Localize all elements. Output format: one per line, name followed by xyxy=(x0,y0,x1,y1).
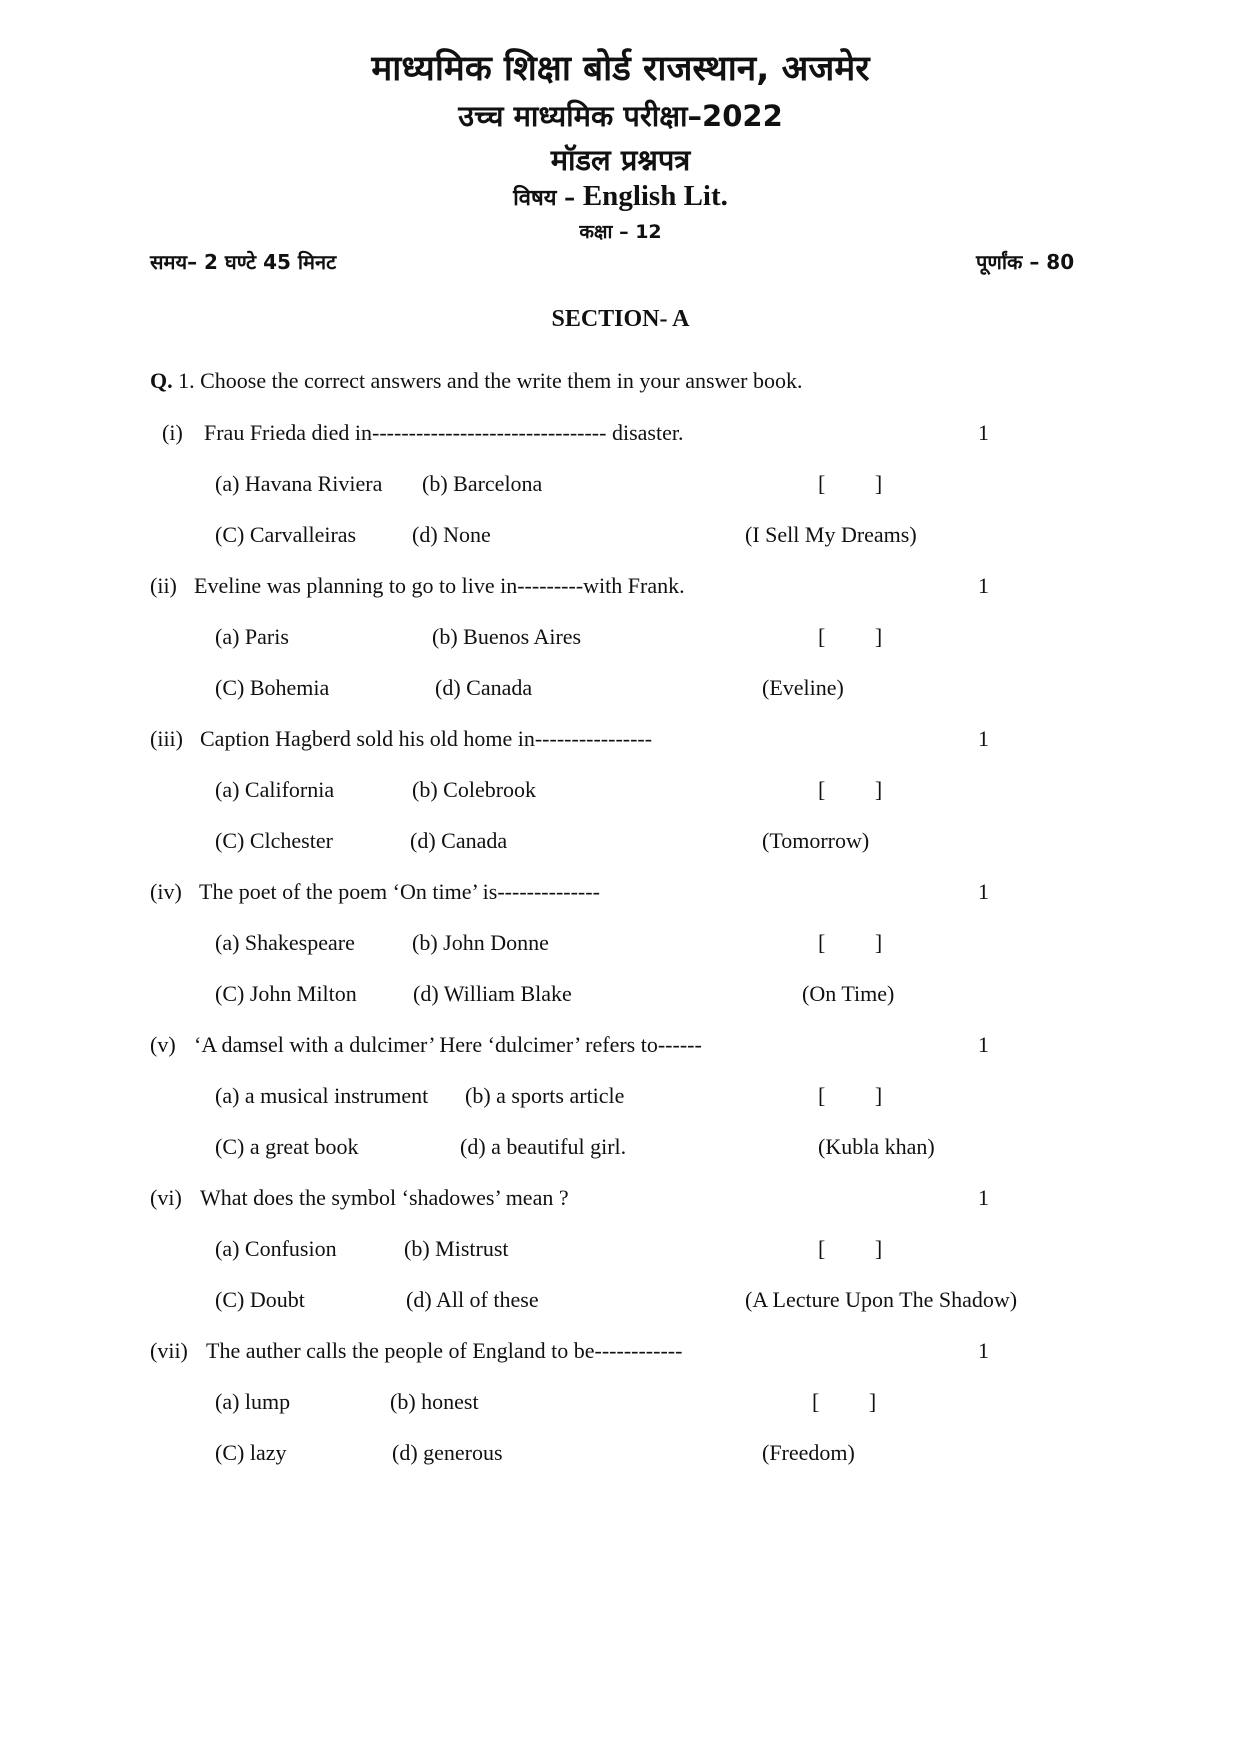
option-c: (C) Doubt xyxy=(215,1287,305,1312)
item-source: (Freedom) xyxy=(762,1440,855,1465)
item-question: What does the symbol ‘shadowes’ mean ? xyxy=(200,1185,569,1210)
instruction-text: 1. Choose the correct answers and the write them in your answer book. xyxy=(178,368,803,393)
option-c: (C) Bohemia xyxy=(215,675,330,700)
question-instruction xyxy=(150,368,803,394)
subject-line xyxy=(0,180,1241,213)
option-a: (a) Havana Riviera xyxy=(215,471,383,496)
option-d: (d) All of these xyxy=(406,1287,539,1312)
option-a: (a) lump xyxy=(215,1389,291,1414)
option-a: (a) a musical instrument xyxy=(215,1083,429,1108)
item-source: (On Time) xyxy=(802,981,895,1006)
item-question: Caption Hagberd sold his old home in---------------- xyxy=(200,726,653,751)
item-mark: 1 xyxy=(978,1338,989,1363)
item-mark: 1 xyxy=(978,1185,989,1210)
item-question: The auther calls the people of England to be------------ xyxy=(206,1338,683,1363)
option-c: (C) lazy xyxy=(215,1440,287,1465)
paper-type: मॉडल प्रश्नपत्र xyxy=(550,143,691,177)
item-number: (vi) xyxy=(150,1185,182,1210)
item-number: (iii) xyxy=(150,726,183,751)
option-d: (d) a beautiful girl. xyxy=(460,1134,627,1159)
answer-bracket: [ ] xyxy=(818,1083,883,1108)
item-mark: 1 xyxy=(978,573,989,598)
item-source: (Kubla khan) xyxy=(818,1134,935,1159)
question-number: Q. xyxy=(150,368,173,393)
option-a: (a) Paris xyxy=(215,624,289,649)
option-a: (a) Shakespeare xyxy=(215,930,355,955)
item-mark: 1 xyxy=(978,879,989,904)
item-source: (Tomorrow) xyxy=(762,828,870,853)
option-b: (b) honest xyxy=(390,1389,479,1414)
item-question: Frau Frieda died in-------------------------------- disaster. xyxy=(204,420,684,445)
option-b: (b) Colebrook xyxy=(412,777,537,802)
option-d: (d) generous xyxy=(392,1440,503,1465)
answer-bracket: [ ] xyxy=(818,1236,883,1261)
option-b: (b) Mistrust xyxy=(404,1236,509,1261)
option-c: (C) Clchester xyxy=(215,828,333,853)
option-b: (b) a sports article xyxy=(465,1083,625,1108)
item-number: (v) xyxy=(150,1032,176,1057)
item-question: Eveline was planning to go to live in---------with Frank. xyxy=(194,573,685,598)
answer-bracket: [ ] xyxy=(818,930,883,955)
exam-title: उच्च माध्यमिक परीक्षा–2022 xyxy=(458,99,783,133)
item-question: The poet of the poem ‘On time’ is-------------- xyxy=(199,879,600,904)
item-source: (I Sell My Dreams) xyxy=(745,522,917,547)
option-b: (b) John Donne xyxy=(412,930,549,955)
option-c: (C) John Milton xyxy=(215,981,357,1006)
option-c: (C) Carvalleiras xyxy=(215,522,357,547)
subject-name: English Lit. xyxy=(582,180,728,212)
subject-label: विषय – xyxy=(513,186,576,211)
option-b: (b) Barcelona xyxy=(422,471,543,496)
max-marks: पूर्णांक – 80 xyxy=(976,250,1075,274)
answer-bracket: [ ] xyxy=(818,777,883,802)
item-mark: 1 xyxy=(978,726,989,751)
item-number: (i) xyxy=(162,420,183,445)
class-line: कक्षा – 12 xyxy=(579,221,662,243)
answer-bracket: [ ] xyxy=(818,624,883,649)
option-a: (a) Confusion xyxy=(215,1236,337,1261)
item-mark: 1 xyxy=(978,1032,989,1057)
option-d: (d) Canada xyxy=(410,828,508,853)
item-source: (A Lecture Upon The Shadow) xyxy=(745,1287,1018,1312)
option-d: (d) William Blake xyxy=(413,981,572,1006)
answer-bracket: [ ] xyxy=(818,471,883,496)
item-source: (Eveline) xyxy=(762,675,844,700)
item-mark: 1 xyxy=(978,420,989,445)
board-title: माध्यमिक शिक्षा बोर्ड राजस्थान, अजमेर xyxy=(371,49,870,89)
time-allowed: समय– 2 घण्टे 45 मिनट xyxy=(150,250,337,274)
item-question: ‘A damsel with a dulcimer’ Here ‘dulcimer’ refers to------ xyxy=(194,1032,702,1057)
option-d: (d) None xyxy=(412,522,491,547)
option-d: (d) Canada xyxy=(435,675,533,700)
answer-bracket: [ ] xyxy=(812,1389,877,1414)
section-title: SECTION- A xyxy=(551,306,690,332)
option-c: (C) a great book xyxy=(215,1134,359,1159)
item-number: (ii) xyxy=(150,573,177,598)
option-a: (a) California xyxy=(215,777,335,802)
option-b: (b) Buenos Aires xyxy=(432,624,582,649)
item-number: (iv) xyxy=(150,879,182,904)
item-number: (vii) xyxy=(150,1338,188,1363)
